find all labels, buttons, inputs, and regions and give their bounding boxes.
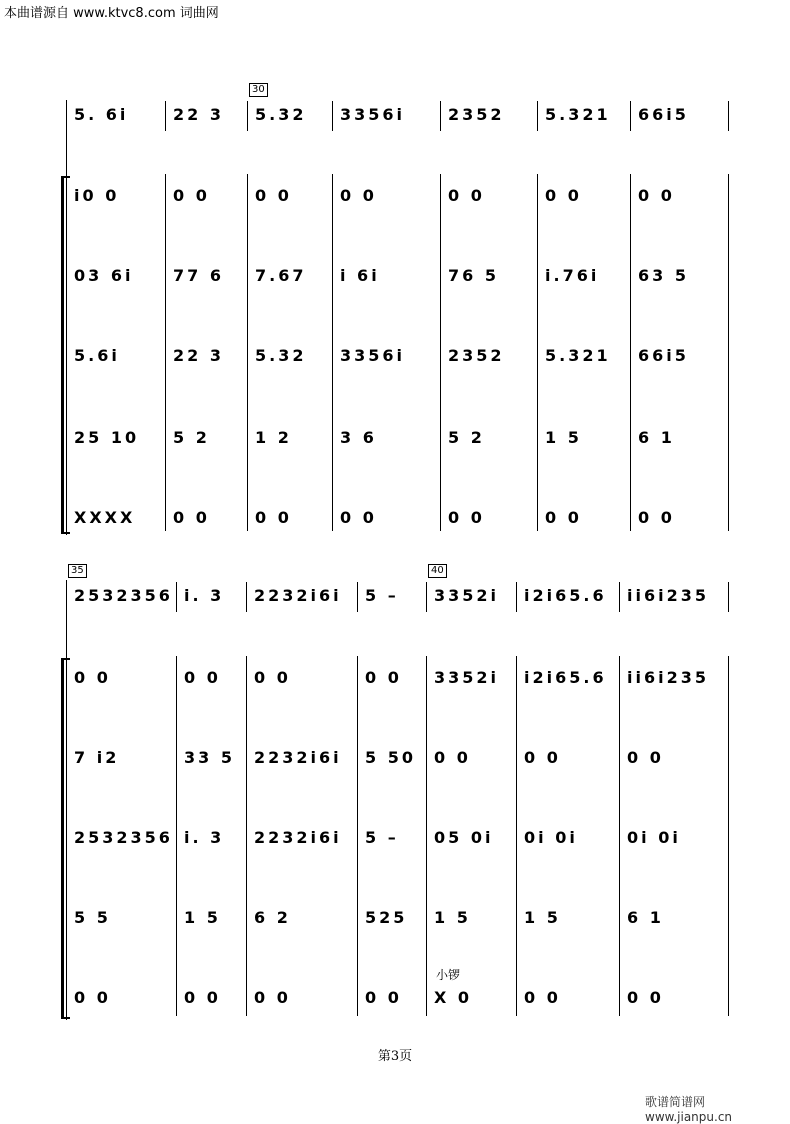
- measure-cell: 0 0: [448, 508, 485, 527]
- lead-measure: 2532356: [74, 586, 173, 605]
- measure-cell: i0 0: [74, 186, 120, 205]
- lead-barline: [332, 101, 333, 131]
- measure-cell: 1 5: [524, 908, 561, 927]
- measure-cell: 0 0: [434, 748, 471, 767]
- measure-cell: 22 3: [173, 346, 224, 365]
- barline: [357, 656, 358, 1016]
- measure-cell: 77 6: [173, 266, 224, 285]
- lead-measure: 2232i6i: [254, 586, 342, 605]
- measure-cell: 3352i: [434, 668, 500, 687]
- lead-barline: [66, 582, 67, 612]
- barline: [728, 174, 729, 531]
- staff-bracket: [61, 176, 70, 534]
- lead-barline: [630, 101, 631, 131]
- measure-cell: 7 i2: [74, 748, 120, 767]
- measure-cell: ii6i235: [627, 668, 709, 687]
- measure-cell: 5 2: [448, 428, 485, 447]
- lead-measure: 3352i: [434, 586, 500, 605]
- measure-cell: 0 0: [638, 508, 675, 527]
- barline: [516, 656, 517, 1016]
- lead-barline: [619, 582, 620, 612]
- measure-cell: 03 6i: [74, 266, 134, 285]
- lead-measure: 66i5: [638, 105, 689, 124]
- percussion-label: 小锣: [436, 968, 461, 982]
- site-watermark: 歌谱简谱网 www.jianpu.cn: [645, 1095, 733, 1124]
- measure-cell: 3 6: [340, 428, 377, 447]
- lead-measure: 5.321: [545, 105, 611, 124]
- measure-cell: 2232i6i: [254, 748, 342, 767]
- measure-cell: 66i5: [638, 346, 689, 365]
- measure-cell: 0 0: [627, 748, 664, 767]
- measure-cell: 0 0: [254, 668, 291, 687]
- measure-cell: 05 0i: [434, 828, 494, 847]
- measure-cell: 6 2: [254, 908, 291, 927]
- measure-cell: 0i 0i: [627, 828, 681, 847]
- lead-measure: i. 3: [184, 586, 225, 605]
- lead-barline: [246, 582, 247, 612]
- barline: [630, 174, 631, 531]
- measure-cell: 1 2: [255, 428, 292, 447]
- measure-cell: 2232i6i: [254, 828, 342, 847]
- measure-cell: 0 0: [524, 988, 561, 1007]
- lead-barline: [426, 582, 427, 612]
- measure-cell: 0 0: [545, 186, 582, 205]
- measure-cell: 0 0: [74, 668, 111, 687]
- lead-measure: ii6i235: [627, 586, 709, 605]
- barline: [332, 174, 333, 531]
- barline: [619, 656, 620, 1016]
- bar-number: 30: [249, 83, 268, 97]
- measure-cell: i 6i: [340, 266, 380, 285]
- lead-barline: [728, 101, 729, 131]
- measure-cell: 6 1: [638, 428, 675, 447]
- lead-barline: [516, 582, 517, 612]
- barline: [728, 656, 729, 1016]
- lead-barline: [537, 101, 538, 131]
- barline: [440, 174, 441, 531]
- lead-measure: 5. 6i: [74, 105, 129, 124]
- measure-cell: 5 50: [365, 748, 416, 767]
- measure-cell: 0 0: [184, 668, 221, 687]
- measure-cell: 6 1: [627, 908, 664, 927]
- measure-cell: 5.32: [255, 346, 307, 365]
- barline: [247, 174, 248, 531]
- lead-barline: [165, 101, 166, 131]
- measure-cell: 0 0: [638, 186, 675, 205]
- measure-cell: 0 0: [448, 186, 485, 205]
- lead-measure: 5 –: [365, 586, 399, 605]
- measure-cell: 0 0: [545, 508, 582, 527]
- barline: [426, 656, 427, 1016]
- measure-cell: 33 5: [184, 748, 235, 767]
- measure-cell: 525: [365, 908, 408, 927]
- measure-cell: 0 0: [340, 508, 377, 527]
- measure-cell: 2352: [448, 346, 505, 365]
- lead-barline: [357, 582, 358, 612]
- lead-measure: i2i65.6: [524, 586, 607, 605]
- barline: [165, 174, 166, 531]
- measure-cell: 0 0: [254, 988, 291, 1007]
- barline: [176, 656, 177, 1016]
- measure-cell: 0 0: [173, 186, 210, 205]
- measure-cell: 0 0: [365, 988, 402, 1007]
- measure-cell: 76 5: [448, 266, 499, 285]
- measure-cell: XXXX: [74, 508, 136, 527]
- measure-cell: 0 0: [173, 508, 210, 527]
- staff-bracket: [61, 658, 70, 1019]
- measure-cell: 25 10: [74, 428, 140, 447]
- measure-cell: 0 0: [255, 186, 292, 205]
- lead-barline: [728, 582, 729, 612]
- measure-cell: 0 0: [627, 988, 664, 1007]
- measure-cell: 0 0: [365, 668, 402, 687]
- lead-barline: [247, 101, 248, 131]
- lead-measure: 5.32: [255, 105, 307, 124]
- measure-cell: 63 5: [638, 266, 689, 285]
- lead-barline: [66, 101, 67, 131]
- measure-cell: 1 5: [434, 908, 471, 927]
- measure-cell: 5 2: [173, 428, 210, 447]
- measure-cell: 0 0: [74, 988, 111, 1007]
- measure-cell: 7.67: [255, 266, 307, 285]
- measure-cell: 2532356: [74, 828, 173, 847]
- measure-cell: 0 0: [255, 508, 292, 527]
- measure-cell: 5.321: [545, 346, 611, 365]
- bar-number: 40: [428, 564, 447, 578]
- measure-cell: i.76i: [545, 266, 600, 285]
- lead-measure: 2352: [448, 105, 505, 124]
- page-number: 第3页: [377, 1049, 413, 1064]
- measure-cell: 1 5: [184, 908, 221, 927]
- lead-measure: 22 3: [173, 105, 224, 124]
- source-watermark: 本曲谱源自 www.ktvc8.com 词曲网: [4, 6, 219, 21]
- measure-cell: i2i65.6: [524, 668, 607, 687]
- measure-cell: 1 5: [545, 428, 582, 447]
- bar-number: 35: [68, 564, 87, 578]
- measure-cell: 0 0: [524, 748, 561, 767]
- barline: [537, 174, 538, 531]
- barline: [246, 656, 247, 1016]
- measure-cell: 5 5: [74, 908, 111, 927]
- measure-cell: 5 –: [365, 828, 399, 847]
- measure-cell: 0i 0i: [524, 828, 578, 847]
- measure-cell: X 0: [434, 988, 473, 1007]
- lead-measure: 3356i: [340, 105, 406, 124]
- lead-barline: [440, 101, 441, 131]
- measure-cell: i. 3: [184, 828, 225, 847]
- measure-cell: 0 0: [340, 186, 377, 205]
- measure-cell: 0 0: [184, 988, 221, 1007]
- measure-cell: 3356i: [340, 346, 406, 365]
- measure-cell: 5.6i: [74, 346, 120, 365]
- lead-barline: [176, 582, 177, 612]
